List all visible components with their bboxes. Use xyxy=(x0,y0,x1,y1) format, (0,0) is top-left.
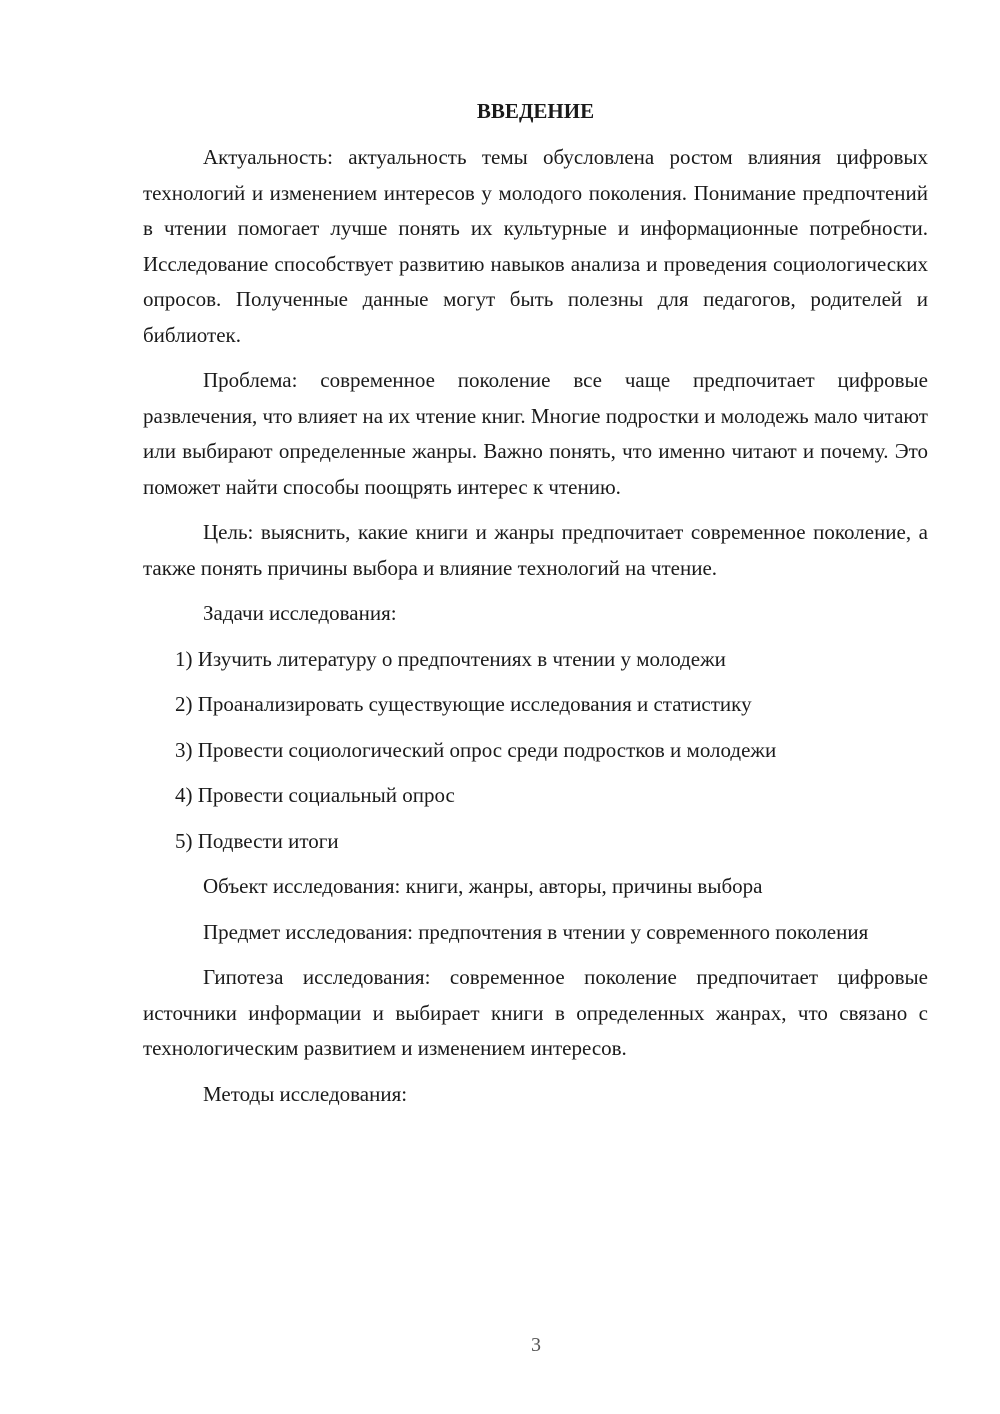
paragraph-problem: Проблема: современное поколение все чаще предпочитает цифровые развлечения, что влияет на их чтение книг. Многие подростки и молодежь мало читают или выбирают определенные жанры. Важно понять, что именно читают и почему. Это поможет найти способы поощрять интерес к чтению. xyxy=(143,368,928,499)
list-item: 5) Подвести итоги xyxy=(175,828,339,853)
list-item: 4) Провести социальный опрос xyxy=(175,783,455,807)
paragraph-subject: Предмет исследования: предпочтения в чтении у современного поколения xyxy=(203,919,869,944)
paragraph-object: Объект исследования: книги, жанры, авторы, причины выбора xyxy=(203,874,763,898)
tasks-title: Задачи исследования: xyxy=(203,601,397,625)
tasks-list xyxy=(143,642,928,860)
list-item: 1) Изучить литературу о предпочтениях в чтении у молодежи xyxy=(175,646,726,671)
document-page xyxy=(143,96,928,1122)
paragraph-relevance: Актуальность: актуальность темы обусловлена ростом влияния цифровых технологий и изменением интересов у молодого поколения. Понимание предпочтений в чтении помогает лучше понять их культурные и информационные потребности. Исследование способствует развитию навыков анализа и проведения социологических опросов. Полученные данные могут быть полезны для педагогов, родителей и библиотек. xyxy=(143,145,928,347)
section-heading: ВВЕДЕНИЕ xyxy=(476,99,595,123)
methods-title: Методы исследования: xyxy=(203,1081,408,1106)
list-item: 2) Проанализировать существующие исследования и статистику xyxy=(175,692,752,716)
page-number: 3 xyxy=(531,1334,541,1356)
paragraph-goal: Цель: выяснить, какие книги и жанры предпочитает современное поколение, а также понять причины выбора и влияние технологий на чтение. xyxy=(143,520,928,580)
list-item: 3) Провести социологический опрос среди подростков и молодежи xyxy=(175,737,777,762)
paragraph-hypothesis: Гипотеза исследования: современное поколение предпочитает цифровые источники информации и выбирает книги в определенных жанрах, что связано с технологическим развитием и изменением интересов. xyxy=(143,965,928,1060)
